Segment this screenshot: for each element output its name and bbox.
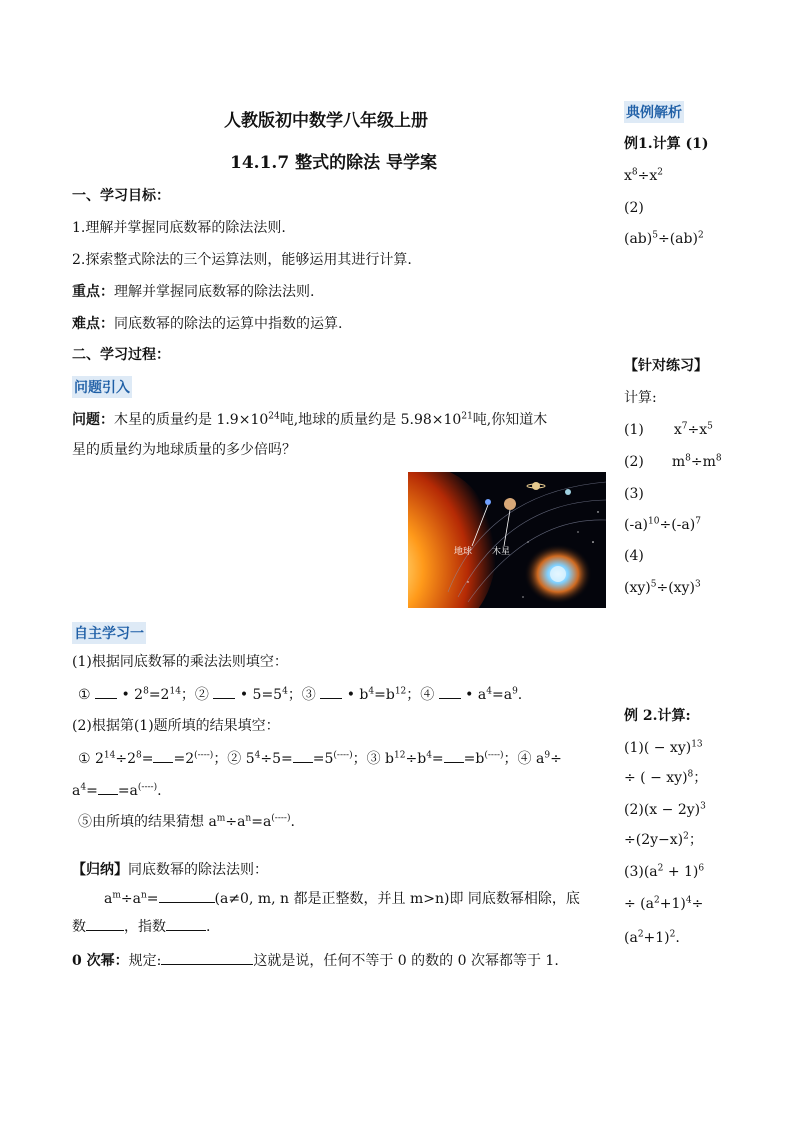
practice-3: $(-a)^{10}\div(-a)^7$ [624,516,701,533]
example-2-line-2: ÷ ( − xy)$^8$； [624,769,708,786]
key-point [72,282,314,302]
rule-base-text: 数 [72,919,86,935]
exponent: 21 [461,411,473,422]
zero-power-text-a: 规定: [128,953,162,969]
ex1-item1-b: ÷x [637,168,658,184]
practice-1-num: (1) [624,422,644,438]
example-2-line-7: $(a^2+1)^2$. [624,929,680,946]
fill-row-1: ① • $2^8=2^{14}$；② • $5=5^4$；③ • $b^4=b^{12}$；④ • $a^4=a^9$. [78,684,522,705]
difficulty-label: 难点： [72,316,114,332]
self-study-tag: 自主学习一 [72,622,146,644]
question-label: 问题： [72,412,114,428]
rule-text: (a≠0, m, n 都是正整数，并且 m>n)即 同底数幂相除，底 [214,891,580,907]
ex1-item1-a: x [624,168,632,184]
ex2-line4-b: ； [688,832,703,848]
ex2-line7-c: . [675,930,680,946]
nebula-core [550,566,566,582]
uranus-graphic [565,489,571,495]
zero-power-label: 0 次幂： [72,953,129,969]
summary-rule-line-1: $a^m\div a^n= (a\ne 0$, m, n 都是正整数，并且 m>n)即 同底数幂相除，底 [104,888,580,909]
difficult-point [72,314,342,334]
ex1-item2-b: ÷(ab) [657,231,698,247]
ex2-line2-b: ； [693,770,708,786]
practice-4-a: (xy) [624,580,651,596]
goal-2: 2.探索整式除法的三个运算法则，能够运用其进行计算. [72,252,412,268]
doc-title: 人教版初中数学八年级上册 [224,111,428,131]
zero-power-line [72,950,559,971]
practice-2-num: (2) [624,454,644,470]
practice-4: (xy)$^5$÷(xy)$^3$ [624,579,701,596]
practice-1-b: ÷x [687,422,708,438]
exponent: 24 [268,411,280,422]
example-2-line-5: $(3)(a^2 + 1)^6$ [624,863,705,880]
self-study-p2: (2)根据第(1)题所填的结果填空： [72,718,280,734]
example-2-line-6: ÷ $(a^2+1)^4\div$ [624,895,704,912]
ex2-line7-b: +1) [643,930,670,946]
solar-system-image [408,472,606,608]
base-blank[interactable] [86,916,124,931]
practice-1: (1) $x^7\div x^5$ [624,421,713,438]
example-2-heading: 例 2.计算: [624,708,691,724]
practice-3-b: ÷(-a) [659,517,696,533]
ex2-line5-b: + 1) [663,864,699,880]
practice-calc: 计算: [624,390,657,406]
question-line-2: 星的质量约为地球质量的多少倍吗？ [72,442,296,458]
blank-6[interactable] [293,748,313,763]
blank-7[interactable] [444,748,464,763]
ex2-line6-c: ÷ [691,896,704,912]
zero-power-blank[interactable] [161,950,253,965]
example-1-item-2-num: (2) [624,200,644,216]
solar-system-graphic [408,472,606,608]
summary-rule-line-2 [72,916,210,937]
question-text-b: 吨,地球的质量约是 5.98×10 [279,412,462,428]
exponent-blank[interactable] [166,916,206,931]
earth-graphic [485,499,491,505]
jupiter-label: 木星 [492,547,511,557]
self-study-p1: (1)根据同底数幂的乘法法则填空： [72,654,288,670]
conjecture-tail: =a [251,814,272,830]
practice-2-b: ÷m [690,454,716,470]
question-text-a: 木星的质量约是 1.9×10 [114,412,269,428]
blank-4[interactable] [439,684,461,699]
blank-1[interactable] [95,684,117,699]
goal-1: 1.理解并掌握同底数幂的除法法则. [72,220,286,236]
practice-4-b: ÷(xy) [656,580,695,596]
doc-subtitle: 14.1.7 整式的除法 导学案 [230,153,437,173]
rule-end: . [206,919,211,935]
question-line-1 [72,410,547,430]
example-1-heading: 例1.计算 (1) [624,136,709,152]
saturn-graphic [532,482,540,490]
question-text-c: 吨,你知道木 [472,412,548,428]
summary-text: 同底数幂的除法法则： [128,862,268,878]
blank-5[interactable] [153,748,173,763]
practice-2: (2) $m^8\div m^8$ [624,453,722,470]
practice-3-a: (-a) [624,517,649,533]
intro-tag: 问题引入 [72,376,132,398]
jupiter-graphic [504,498,516,510]
practice-3-num: (3) [624,486,644,502]
fill-row-2: ① $2^{14}\div 2^8= =2^{(----)}$；② $5^4\div 5= =5^{(----)}$；③ $b^{12}\div b^4= =b^{(----)}$；④ $a^9\div$ [78,748,562,769]
ex2-line3: (2)(x − 2y) [624,802,701,818]
conjecture-end: . [290,814,295,830]
example-2-line-4: $\div(2y-x)^2$； [624,831,703,848]
ex2-line6-b: +1) [659,896,686,912]
summary-label: 【归纳】 [72,862,128,878]
ex2-line5-a: (3)(a [624,864,658,880]
goals-heading: 一、学习目标： [72,188,170,204]
key-text: 理解并掌握同底数幂的除法法则. [114,284,315,300]
ex2-line7-a: (a [624,930,638,946]
rule-blank[interactable] [159,888,215,903]
zero-power-text-b: 这就是说，任何不等于 0 的数的 0 次幂都等于 1. [253,953,559,969]
blank-8[interactable] [98,780,118,795]
example-1-item-1: $x^8\div x^2$ [624,167,664,184]
ex2-line1: (1)( − xy) [624,740,692,756]
ex2-line4-a: ÷(2y−x) [624,832,684,848]
example-tag: 典例解析 [624,101,684,123]
earth-label: 地球 [454,547,473,557]
ex1-item2-a: (ab) [624,231,653,247]
key-label: 重点： [72,284,114,300]
rule-exponent-text: ，指数 [124,919,166,935]
conjecture-line: ⑤由所填的结果猜想 $a^m\div a^n=a^{(----)}$. [78,813,295,830]
example-1-item-2: (ab)$^5$÷(ab)$^2$ [624,230,704,247]
blank-2[interactable] [213,684,235,699]
summary-heading [72,860,268,880]
practice-1-a: x [673,422,682,438]
fill-row-2-cont: $a^4= =a^{(----)}$. [72,780,162,801]
practice-2-a: m [671,454,686,470]
example-2-line-1: (1)( − xy)$^{13}$ [624,739,703,756]
ex2-line6-a: ÷ (a [624,896,654,912]
practice-heading: 【针对练习】 [624,358,708,374]
difficulty-text: 同底数幂的除法的运算中指数的运算. [114,316,343,332]
practice-4-num: (4) [624,548,644,564]
example-2-line-3: $(2)(x - 2y)^3$ [624,801,706,818]
process-heading: 二、学习过程： [72,347,170,363]
conjecture-text: ⑤由所填的结果猜想 a [78,814,217,830]
blank-3[interactable] [320,684,342,699]
ex2-line2-a: ÷ ( − xy) [624,770,688,786]
